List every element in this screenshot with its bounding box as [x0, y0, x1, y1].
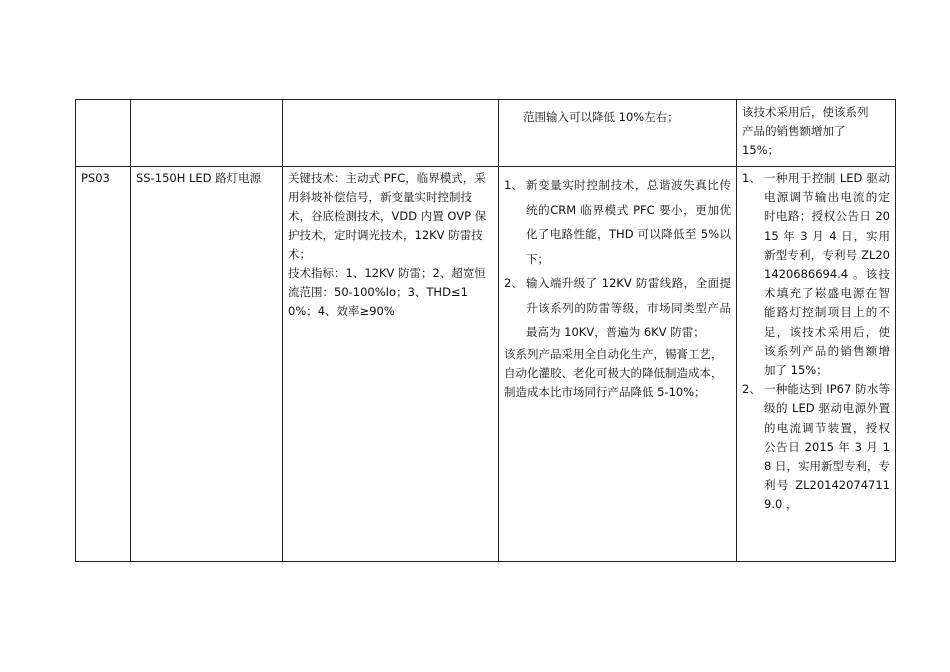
- cell-tech: [283, 167, 499, 562]
- patent-continued-line: 15%；: [742, 143, 780, 157]
- cell-tech: [283, 100, 499, 167]
- product-table: [75, 99, 896, 562]
- list-item: 2、 一种能达到 IP67 防水等级的 LED 驱动电源外置的电流调节装置，授权公告日 2015 年 3 月 18 日，实用新型专利，专利号 ZL201420747119.0 ，: [742, 382, 890, 512]
- product-id: PS03: [81, 171, 110, 185]
- advantage-tail-text: 该系列产品采用全自动化生产，锡膏工艺，自动化灌胶、老化可极大的降低制造成本，制造成本比市场同行产品降低 5-10%；: [504, 346, 723, 399]
- patent-continued-line: 产品的销售额增加了: [742, 124, 846, 138]
- table-row: [76, 100, 896, 167]
- patent-continued-line: 该技术采用后，使该系列: [742, 105, 869, 119]
- cell-product: [131, 167, 283, 562]
- advantage-list: [504, 173, 731, 345]
- key-technology-text: 关键技术：主动式 PFC，临界模式，采用斜坡补偿信号，新变量实时控制技术，谷底检测技术，VDD 内置 OVP 保护技术，定时调光技术，12KV 防雷技术；: [288, 171, 487, 261]
- advantage-continued-text: 范围输入可以降低 10%左右；: [523, 110, 679, 124]
- list-item: 2、 输入端升级了 12KV 防雷线路，全面提升该系列的防雷等级，市场同类型产品最高为 10KV，普遍为 6KV 防雷；: [504, 276, 731, 339]
- cell-id: [76, 100, 131, 167]
- list-item: 1、 一种用于控制 LED 驱动电源调节输出电流的定时电路；授权公告日 2015 年 3 月 4 日，实用新型专利，专利号 ZL201420686694.4 。该技术填充了崧盛电源在智能路灯控制项目上的不足，该技术采用后，使该系列产品的销售额增加了 15%；: [742, 171, 890, 378]
- cell-advantage: [499, 167, 737, 562]
- cell-product: [131, 100, 283, 167]
- product-name: SS-150H LED 路灯电源: [136, 171, 262, 185]
- cell-advantage: [499, 100, 737, 167]
- table-row: [76, 167, 896, 562]
- list-item: 1、 新变量实时控制技术，总谐波失真比传统的CRM 临界模式 PFC 要小，更加优化了电路性能，THD 可以降低至 5%以下；: [504, 178, 731, 266]
- cell-id: [76, 167, 131, 562]
- patent-list: [742, 169, 890, 515]
- cell-patent: [737, 167, 896, 562]
- technical-spec-text: 技术指标：1、12KV 防雷；2、超宽恒流范围：50-100%Io；3、THD≤10%；4、效率≥90%: [288, 266, 486, 318]
- cell-patent: [737, 100, 896, 167]
